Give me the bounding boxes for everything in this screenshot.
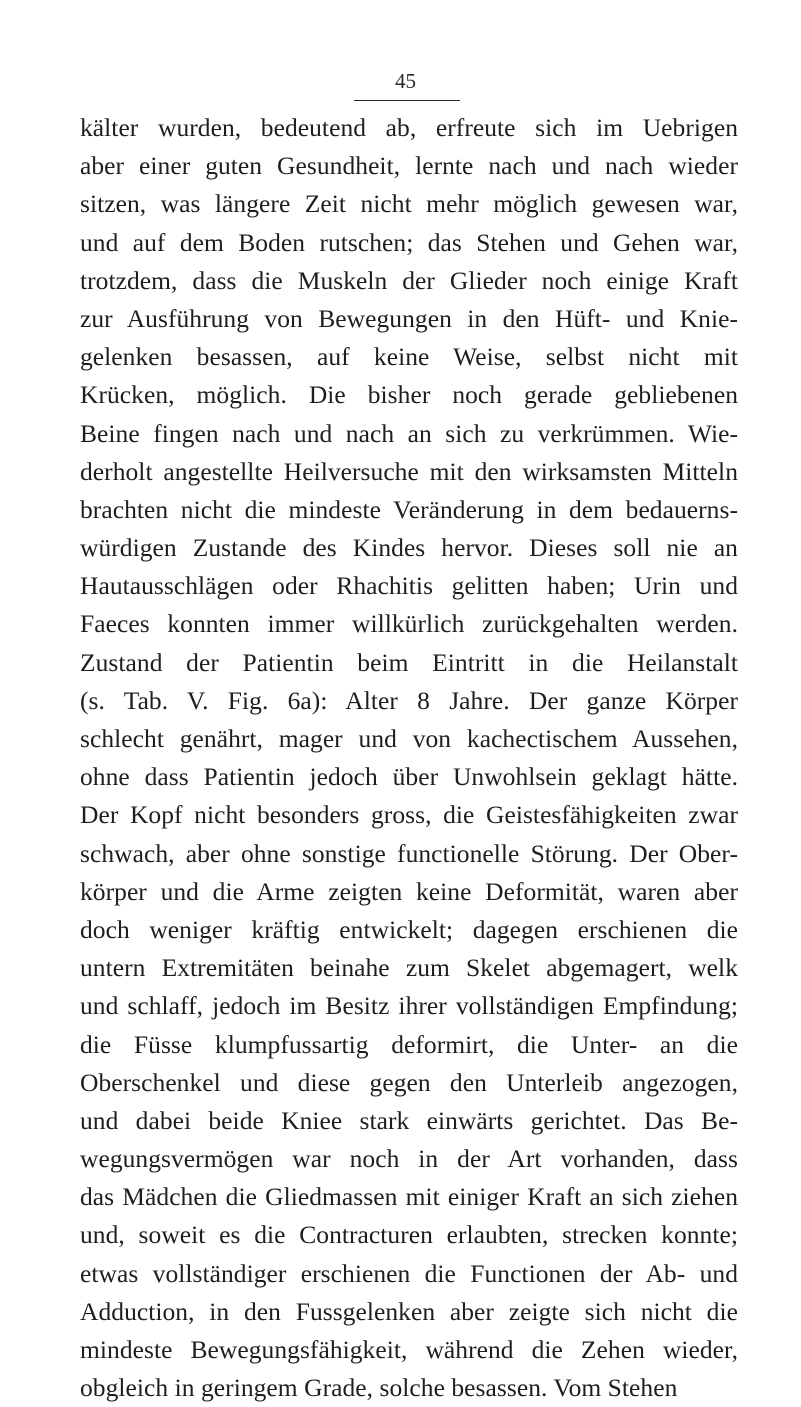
text-line: sitzen, was längere Zeit nicht mehr möglich gewesen war, <box>80 189 738 219</box>
text-line: Zustand der Patientin beim Eintritt in die Heilanstalt <box>80 647 738 677</box>
text-line: wegungsvermögen war noch in der Art vorhanden, dass <box>80 1144 738 1174</box>
text-line: ohne dass Patientin jedoch über Unwohlsein geklagt hätte. <box>80 762 738 792</box>
text-line: Beine fingen nach und nach an sich zu verkrümmen. Wie- <box>80 418 738 448</box>
text-line: und auf dem Boden rutschen; das Stehen und Gehen war, <box>80 227 738 257</box>
text-line: Adduction, in den Fussgelenken aber zeigte sich nicht die <box>80 1296 738 1326</box>
text-line: körper und die Arme zeigten keine Deformität, waren aber <box>80 876 738 906</box>
text-line: Oberschenkel und diese gegen den Unterleib angezogen, <box>80 1067 738 1097</box>
text-line: Faeces konnten immer willkürlich zurückgehalten werden. <box>80 609 738 639</box>
text-line: schlecht genährt, mager und von kachectischem Aussehen, <box>80 724 738 753</box>
text-line: doch weniger kräftig entwickelt; dagegen erschienen die <box>80 914 738 944</box>
header-rule <box>354 100 460 101</box>
text-line: zur Ausführung von Bewegungen in den Hüft- und Knie- <box>80 303 738 333</box>
text-line: derholt angestellte Heilversuche mit den wirksamsten Mitteln <box>80 456 738 486</box>
text-line: schwach, aber ohne sonstige functionelle Störung. Der Ober- <box>80 838 738 868</box>
text-line: und schlaff, jedoch im Besitz ihrer vollständigen Empfindung; <box>80 991 738 1021</box>
text-line: trotzdem, dass die Muskeln der Glieder noch einige Kraft <box>80 265 738 295</box>
text-line: gelenken besassen, auf keine Weise, selbst nicht mit <box>80 342 738 372</box>
text-line: und, soweit es die Contracturen erlaubten, strecken konnte; <box>80 1220 738 1250</box>
text-line: brachten nicht die mindeste Veränderung in dem bedauerns- <box>80 494 738 524</box>
text-line: etwas vollständiger erschienen die Functionen der Ab- und <box>80 1258 738 1288</box>
text-line: und dabei beide Kniee stark einwärts gerichtet. Das Be- <box>80 1105 738 1135</box>
text-line: aber einer guten Gesundheit, lernte nach und nach wieder <box>80 151 738 181</box>
text-line: würdigen Zustande des Kindes hervor. Dieses soll nie an <box>80 533 738 563</box>
text-line: untern Extremitäten beinahe zum Skelet abgemagert, welk <box>80 953 738 983</box>
text-line: die Füsse klumpfussartig deformirt, die Unter- an die <box>80 1029 738 1059</box>
text-line: kälter wurden, bedeutend ab, erfreute sich im Uebrigen <box>80 113 738 142</box>
text-line: mindeste Bewegungsfähigkeit, während die Zehen wieder, <box>80 1335 738 1364</box>
text-line: das Mädchen die Gliedmassen mit einiger Kraft an sich ziehen <box>80 1182 738 1212</box>
text-line: obgleich in geringem Grade, solche besassen. Vom Stehen <box>80 1373 678 1403</box>
page-number: 45 <box>395 69 416 93</box>
text-line: Hautausschlägen oder Rhachitis gelitten haben; Urin und <box>80 571 738 601</box>
text-line: Krücken, möglich. Die bisher noch gerade gebliebenen <box>80 380 738 410</box>
text-line: (s. Tab. V. Fig. 6a): Alter 8 Jahre. Der ganze Körper <box>80 685 738 715</box>
text-line: Der Kopf nicht besonders gross, die Geistesfähigkeiten zwar <box>80 800 738 830</box>
body-text <box>80 109 738 1407</box>
